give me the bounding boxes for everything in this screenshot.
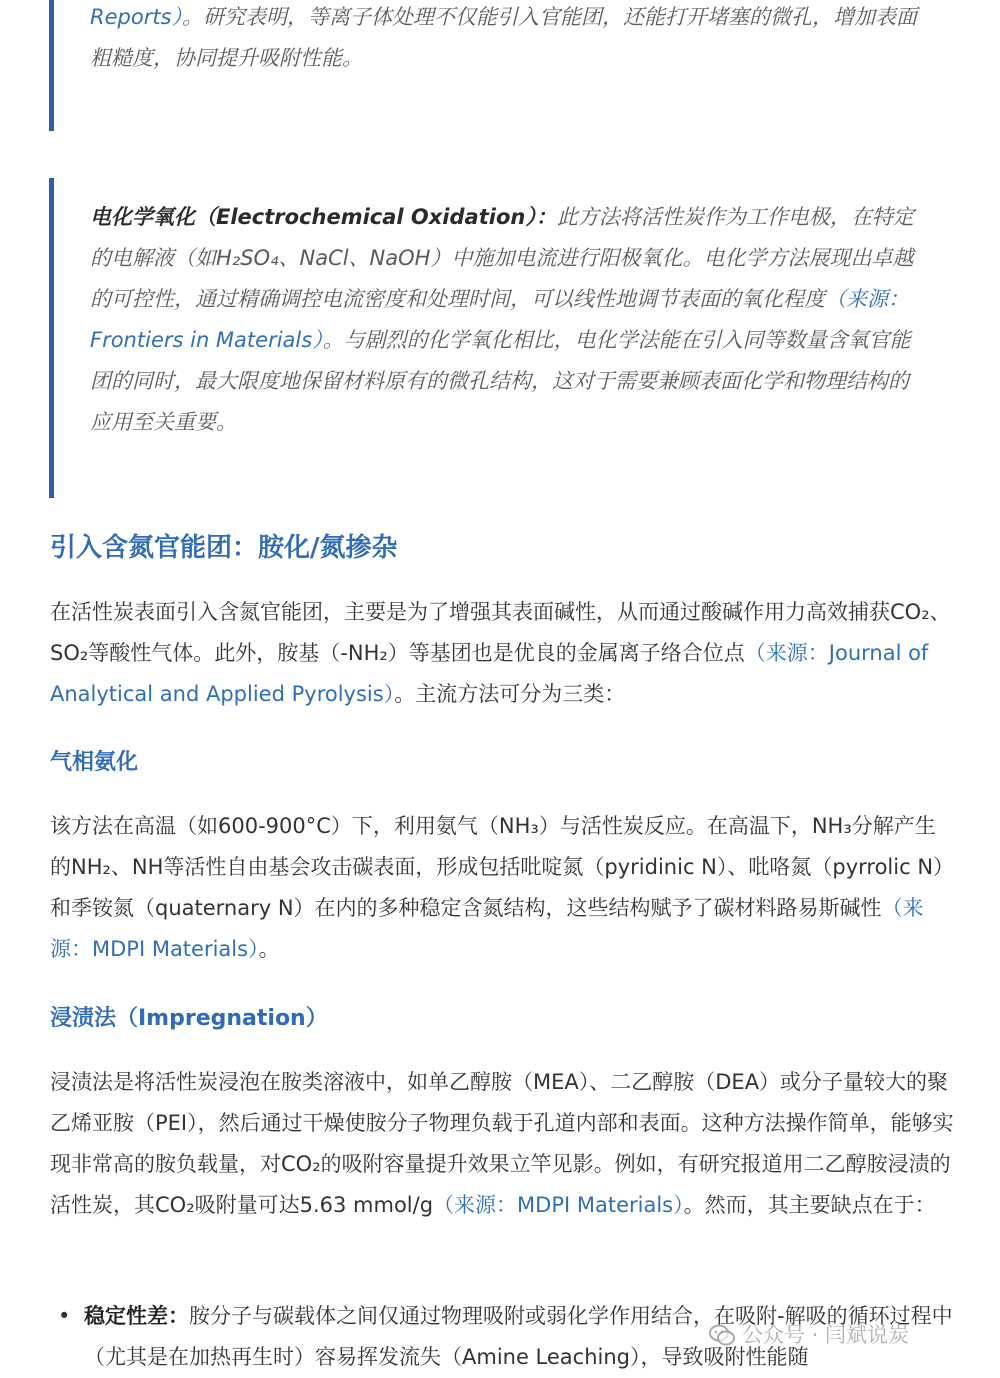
- paragraph-text: 该方法在高温（如600-900°C）下，利用氨气（NH₃）与活性炭反应。在高温下，NH₃分解产生的NH₂、NH等活性自由基会攻击碳表面，形成包括吡啶氮（pyridinic N）、吡咯氮（pyrrolic N）和季铵氮（quaternary N）在内的多种稳定含氮结构，这些结构赋予了碳材料路易斯碱性: [50, 814, 955, 920]
- subsection-heading: 浸渍法（Impregnation）: [50, 1006, 328, 1031]
- blockquote-electrochemical: [49, 178, 924, 498]
- wechat-icon: [708, 1323, 736, 1347]
- paragraph-text: 。: [258, 937, 280, 961]
- paragraph-impregnation: [50, 1062, 955, 1226]
- blockquote-plasma: [49, 0, 924, 131]
- watermark-text: 公众号 · 闫斌说炭: [742, 1323, 910, 1347]
- source-link[interactable]: （来源：MDPI Materials）: [50, 896, 924, 961]
- source-link[interactable]: （来源：Frontiers in Materials）: [90, 287, 909, 352]
- source-link[interactable]: （来源：MDPI Materials）: [433, 1193, 684, 1217]
- paragraph-text: 。主流方法可分为三类：: [394, 682, 626, 706]
- source-link[interactable]: Reports）: [90, 5, 182, 29]
- paragraph-text: 浸渍法是将活性炭浸泡在胺类溶液中，如单乙醇胺（MEA）、二乙醇胺（DEA）或分子量较大的聚乙烯亚胺（PEI），然后通过干燥使胺分子物理负载于孔道内部和表面。这种方法操作简单，能够实现非常高的胺负载量，对CO₂的吸附容量提升效果立竿见影。例如，有研究报道用二乙醇胺浸渍的活性炭，其CO₂吸附量可达5.63 mmol/g: [50, 1070, 954, 1217]
- paragraph-text: 。然而，其主要缺点在于：: [683, 1193, 936, 1217]
- quote-text: 。与剧烈的化学氧化相比，电化学法能在引入同等数量含氧官能团的同时，最大限度地保留材料原有的微孔结构，这对于需要兼顾表面化学和物理结构的应用至关重要。: [90, 328, 911, 434]
- watermark: [708, 1320, 909, 1350]
- quote-text: 此方法将活性炭作为工作电极，在特定的电解液（如H₂SO₄、NaCl、NaOH）中施加电流进行阳极氧化。电化学方法展现出卓越的可控性，通过精确调控电流密度和处理时间，可以线性地调节表面的氧化程度: [90, 205, 914, 311]
- subsection-heading: 气相氨化: [50, 750, 139, 775]
- paragraph-text: 在活性炭表面引入含氮官能团，主要是为了增强其表面碱性，从而通过酸碱作用力高效捕获CO₂、SO₂等酸性气体。此外，胺基（-NH₂）等基团也是优良的金属离子络合位点: [50, 600, 951, 665]
- bullet-dot: •: [58, 1304, 71, 1328]
- section-heading: 引入含氮官能团：胺化/氮掺杂: [50, 533, 398, 563]
- bullet-text: 胺分子与碳载体之间仅通过物理吸附或弱化学作用结合，在吸附-解吸的循环过程中（尤其是在加热再生时）容易挥发流失（Amine Leaching），导致吸附性能随: [84, 1304, 953, 1369]
- paragraph-gas-ammonia: [50, 806, 955, 970]
- quote-text: 。研究表明，等离子体处理不仅能引入官能团，还能打开堵塞的微孔，增加表面粗糙度，协同提升吸附性能。: [90, 5, 917, 70]
- quote-lead: 电化学氧化（Electrochemical Oxidation）：: [90, 205, 557, 229]
- bullet-lead: 稳定性差：: [84, 1304, 189, 1328]
- source-link[interactable]: （来源：Journal of Analytical and Applied Pyrolysis）: [50, 641, 929, 706]
- paragraph-nitrogen-intro: [50, 592, 955, 715]
